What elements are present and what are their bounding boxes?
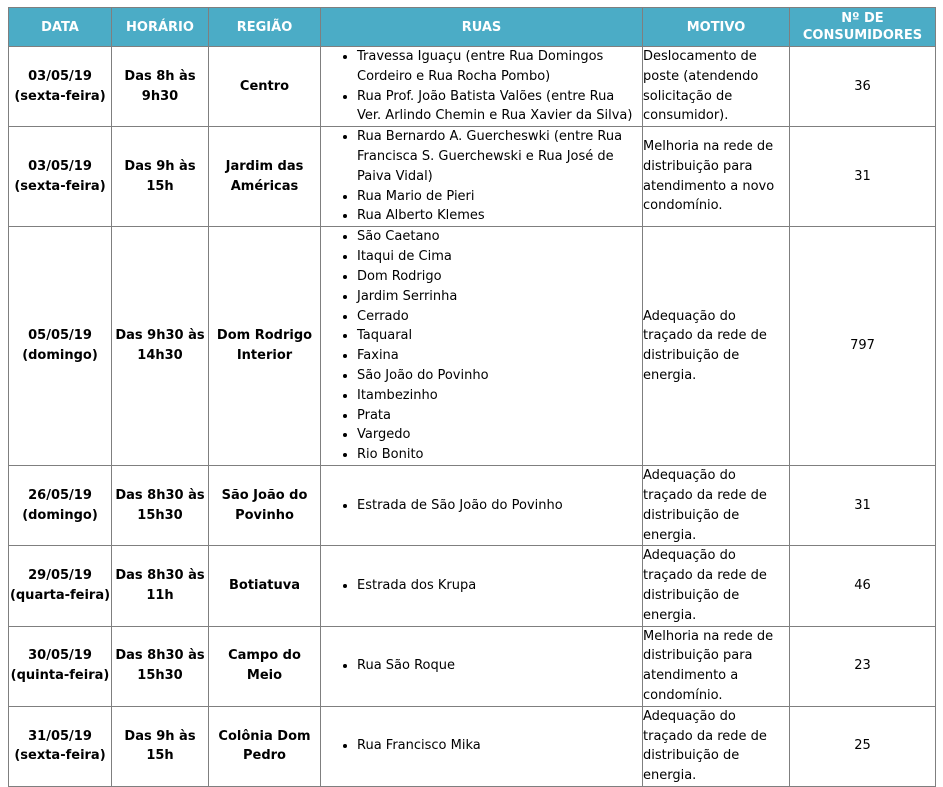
time-end-text: 15h30: [137, 668, 183, 684]
street-item: • São Caetano: [357, 227, 638, 247]
street-item: • Prata: [357, 406, 638, 426]
time-end-text: 11h: [146, 587, 174, 603]
date-text: 31/05/19: [28, 728, 92, 744]
region-cell: [209, 47, 321, 127]
street-item: • Rua Mario de Pieri: [357, 187, 638, 207]
streets-cell: [321, 466, 643, 546]
region-text: Campo do: [228, 648, 301, 664]
reason-cell: Adequação do traçado da rede de distribuição de energia.: [643, 466, 790, 546]
header-consumers-line-2: CONSUMIDORES: [802, 28, 923, 43]
street-item: • Rio Bonito: [357, 445, 638, 465]
weekday-text: (domingo): [22, 507, 98, 523]
region-text-2: Meio: [246, 668, 283, 684]
consumers-cell: 25: [790, 706, 936, 786]
streets-cell: [321, 127, 643, 227]
header-consumers-line-1: Nº DE: [841, 11, 884, 26]
region-text-2: Povinho: [235, 507, 294, 523]
date-cell: [9, 706, 112, 786]
time-start-text: Das 9h30 às: [115, 328, 205, 344]
reason-cell: Deslocamento de poste (atendendo solicitação de consumidor).: [643, 47, 790, 127]
streets-cell: [321, 626, 643, 706]
header-reason: MOTIVO: [643, 8, 790, 47]
reason-cell: Melhoria na rede de distribuição para atendimento a novo condomínio.: [643, 127, 790, 227]
table-row: [9, 227, 936, 466]
time-start-text: Das 8h30 às: [115, 568, 205, 584]
street-item: • Travessa Iguaçu (entre Rua Domingos Cordeiro e Rua Rocha Pombo): [357, 47, 638, 87]
consumers-cell: 797: [790, 227, 936, 466]
street-item: • Rua São Roque: [357, 656, 638, 676]
streets-list: [321, 127, 642, 226]
streets-cell: [321, 706, 643, 786]
reason-cell: Adequação do traçado da rede de distribuição de energia.: [643, 227, 790, 466]
region-text: Botiatuva: [229, 578, 300, 594]
date-cell: [9, 466, 112, 546]
time-start-text: Das 8h30 às: [115, 648, 205, 664]
reason-cell: Adequação do traçado da rede de distribuição de energia.: [643, 546, 790, 626]
street-item: • Faxina: [357, 346, 638, 366]
street-item: • Itaqui de Cima: [357, 247, 638, 267]
time-end-text: 14h30: [137, 348, 183, 364]
reason-cell: Adequação do traçado da rede de distribuição de energia.: [643, 706, 790, 786]
streets-list: [321, 496, 642, 516]
time-end-text: 15h: [146, 178, 174, 194]
region-text-2: Interior: [236, 348, 293, 364]
region-text: Dom Rodrigo: [216, 328, 313, 344]
table-row: [9, 127, 936, 227]
date-cell: [9, 546, 112, 626]
region-cell: [209, 626, 321, 706]
weekday-text: (sexta-feira): [14, 88, 106, 104]
time-start-text: Das 8h às: [124, 68, 196, 84]
date-text: 03/05/19: [28, 158, 92, 174]
time-start-text: Das 9h às: [124, 728, 196, 744]
time-cell: [112, 466, 209, 546]
street-item: • Rua Prof. João Batista Valões (entre Rua Ver. Arlindo Chemin e Rua Xavier da Silva): [357, 87, 638, 127]
region-text: Centro: [239, 78, 290, 94]
table-row: [9, 466, 936, 546]
time-start-text: Das 8h30 às: [115, 487, 205, 503]
date-text: 29/05/19: [28, 568, 92, 584]
region-cell: [209, 227, 321, 466]
consumers-cell: 23: [790, 626, 936, 706]
street-item: • Rua Francisco Mika: [357, 736, 638, 756]
header-row: [9, 8, 936, 47]
street-item: • Vargedo: [357, 425, 638, 445]
consumers-cell: 46: [790, 546, 936, 626]
time-cell: [112, 706, 209, 786]
date-cell: [9, 127, 112, 227]
time-end-text: 9h30: [141, 88, 179, 104]
table-row: [9, 546, 936, 626]
table-row: [9, 626, 936, 706]
time-start-text: Das 9h às: [124, 158, 196, 174]
region-text: Jardim das: [225, 158, 304, 174]
consumers-cell: 31: [790, 127, 936, 227]
streets-list: [321, 47, 642, 126]
date-text: 30/05/19: [28, 648, 92, 664]
date-cell: [9, 626, 112, 706]
time-cell: [112, 47, 209, 127]
weekday-text: (sexta-feira): [14, 748, 106, 764]
table-row: [9, 706, 936, 786]
header-consumers: [790, 8, 936, 47]
consumers-cell: 36: [790, 47, 936, 127]
date-text: 05/05/19: [28, 328, 92, 344]
date-cell: [9, 227, 112, 466]
street-item: • São João do Povinho: [357, 366, 638, 386]
outage-schedule-table: [8, 7, 936, 787]
weekday-text: (quarta-feira): [9, 587, 111, 603]
streets-list: [321, 227, 642, 465]
date-text: 03/05/19: [28, 68, 92, 84]
streets-list: [321, 656, 642, 676]
region-text: Colônia Dom: [218, 728, 311, 744]
weekday-text: (quinta-feira): [10, 668, 110, 684]
streets-cell: [321, 227, 643, 466]
date-text: 26/05/19: [28, 487, 92, 503]
region-cell: [209, 127, 321, 227]
street-item: • Estrada dos Krupa: [357, 576, 638, 596]
region-text-2: Américas: [230, 178, 299, 194]
streets-cell: [321, 47, 643, 127]
date-cell: [9, 47, 112, 127]
region-cell: [209, 546, 321, 626]
street-item: • Rua Alberto Klemes: [357, 206, 638, 226]
region-text-2: Pedro: [243, 748, 286, 764]
weekday-text: (sexta-feira): [14, 178, 106, 194]
region-cell: [209, 706, 321, 786]
time-end-text: 15h30: [137, 507, 183, 523]
time-cell: [112, 127, 209, 227]
header-time: HORÁRIO: [112, 8, 209, 47]
reason-cell: Melhoria na rede de distribuição para atendimento a condomínio.: [643, 626, 790, 706]
street-item: • Rua Bernardo A. Guercheswki (entre Rua Francisca S. Guerchewski e Rua José de Paiva Vidal): [357, 127, 638, 186]
header-date: DATA: [9, 8, 112, 47]
time-end-text: 15h: [146, 748, 174, 764]
header-region: REGIÃO: [209, 8, 321, 47]
streets-list: [321, 576, 642, 596]
street-item: • Itambezinho: [357, 386, 638, 406]
consumers-cell: 31: [790, 466, 936, 546]
street-item: • Cerrado: [357, 307, 638, 327]
streets-list: [321, 736, 642, 756]
region-text: São João do: [221, 487, 308, 503]
weekday-text: (domingo): [22, 348, 98, 364]
streets-cell: [321, 546, 643, 626]
time-cell: [112, 546, 209, 626]
street-item: • Taquaral: [357, 326, 638, 346]
street-item: • Estrada de São João do Povinho: [357, 496, 638, 516]
table-row: [9, 47, 936, 127]
header-streets: RUAS: [321, 8, 643, 47]
street-item: • Jardim Serrinha: [357, 287, 638, 307]
street-item: • Dom Rodrigo: [357, 267, 638, 287]
time-cell: [112, 626, 209, 706]
region-cell: [209, 466, 321, 546]
time-cell: [112, 227, 209, 466]
